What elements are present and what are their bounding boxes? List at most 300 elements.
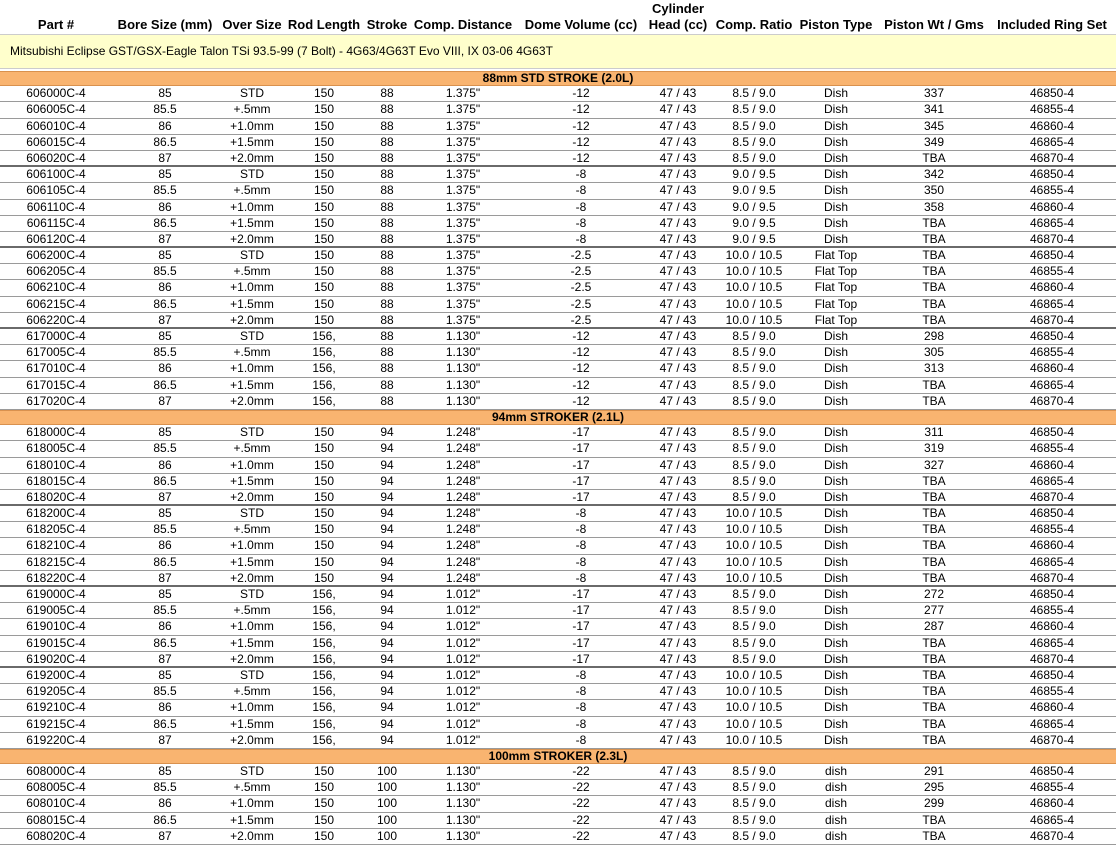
cell-bore-size: 87 — [158, 828, 172, 843]
cell-bore-size: 86 — [158, 700, 172, 715]
table-row — [0, 474, 1116, 490]
cell-bore-size: 86 — [158, 796, 172, 811]
cell-bore-size: 85.5 — [153, 102, 177, 117]
cell-piston-weight: 277 — [923, 603, 945, 618]
cell-comp-ratio: 8.5 / 9.0 — [732, 118, 776, 133]
table-row — [0, 216, 1116, 232]
table-row — [0, 264, 1116, 280]
cell-stroke: 94 — [380, 538, 394, 553]
cell-bore-size: 85 — [158, 86, 172, 101]
cell-comp-ratio: 10.0 / 10.5 — [725, 280, 783, 295]
cell-over-size: +.5mm — [233, 780, 271, 795]
cell-stroke: 100 — [376, 812, 398, 827]
cell-dome-volume: -8 — [575, 570, 587, 585]
cell-bore-size: 86 — [158, 538, 172, 553]
cell-piston-weight: TBA — [922, 312, 946, 327]
cell-rod-length: 150 — [313, 764, 335, 779]
cell-dome-volume: -22 — [572, 796, 590, 811]
header-cylinder-head-line1: Cylinder — [651, 1, 704, 16]
cell-stroke: 88 — [380, 248, 394, 263]
cell-stroke: 94 — [380, 425, 394, 440]
cell-comp-ratio: 8.5 / 9.0 — [732, 635, 776, 650]
cell-bore-size: 87 — [158, 651, 172, 666]
cell-stroke: 94 — [380, 700, 394, 715]
cell-ring-set: 46850-4 — [1029, 86, 1075, 101]
cell-ring-set: 46865-4 — [1029, 215, 1075, 230]
cell-comp-ratio: 8.5 / 9.0 — [732, 361, 776, 376]
cell-piston-type: Dish — [823, 361, 849, 376]
cell-over-size: +.5mm — [233, 522, 271, 537]
cell-stroke: 88 — [380, 215, 394, 230]
cell-comp-distance: 1.130" — [445, 796, 481, 811]
cell-piston-weight: TBA — [922, 700, 946, 715]
cell-comp-distance: 1.375" — [445, 102, 481, 117]
cell-stroke: 94 — [380, 441, 394, 456]
cell-over-size: STD — [240, 86, 264, 101]
cell-ring-set: 46855-4 — [1029, 684, 1075, 699]
cell-comp-ratio: 8.5 / 9.0 — [732, 86, 776, 101]
table-row — [0, 717, 1116, 733]
cell-rod-length: 150 — [313, 248, 335, 263]
cell-stroke: 94 — [380, 457, 394, 472]
table-row — [0, 441, 1116, 457]
cell-rod-length: 150 — [313, 215, 335, 230]
cell-part-number: 619005C-4 — [26, 603, 86, 618]
cell-piston-type: Dish — [823, 329, 849, 343]
cell-part-number: 606215C-4 — [26, 296, 86, 311]
cell-rod-length: 156, — [312, 603, 336, 618]
cell-piston-type: Dish — [823, 700, 849, 715]
cell-comp-distance: 1.375" — [445, 280, 481, 295]
cell-over-size: STD — [240, 167, 264, 182]
table-row — [0, 780, 1116, 796]
cell-bore-size: 87 — [158, 231, 172, 246]
cell-stroke: 94 — [380, 635, 394, 650]
header-cylinder-head-line2: Head (cc) — [648, 17, 708, 32]
cell-comp-distance: 1.375" — [445, 134, 481, 149]
cell-comp-distance: 1.375" — [445, 264, 481, 279]
table-row — [0, 329, 1116, 345]
table-row — [0, 490, 1116, 506]
cell-piston-type: Flat Top — [814, 248, 858, 263]
cell-stroke: 88 — [380, 199, 394, 214]
cell-stroke: 100 — [376, 780, 398, 795]
table-header — [0, 0, 1116, 34]
cell-comp-ratio: 10.0 / 10.5 — [725, 506, 783, 521]
cell-rod-length: 150 — [313, 457, 335, 472]
cell-ring-set: 46860-4 — [1029, 700, 1075, 715]
cell-bore-size: 85.5 — [153, 522, 177, 537]
cell-over-size: +1.5mm — [230, 812, 274, 827]
table-row — [0, 652, 1116, 668]
cell-cylinder-head: 47 / 43 — [659, 150, 697, 165]
cell-rod-length: 156, — [312, 361, 336, 376]
cell-cylinder-head: 47 / 43 — [659, 441, 697, 456]
cell-over-size: +.5mm — [233, 345, 271, 360]
section-header: 94mm STROKER (2.1L) — [0, 410, 1116, 425]
cell-rod-length: 156, — [312, 667, 336, 682]
cell-bore-size: 85.5 — [153, 441, 177, 456]
cell-part-number: 606000C-4 — [26, 86, 86, 101]
cell-rod-length: 150 — [313, 312, 335, 327]
cell-over-size: +2.0mm — [230, 651, 274, 666]
cell-bore-size: 86 — [158, 118, 172, 133]
cell-comp-distance: 1.012" — [445, 684, 481, 699]
cell-dome-volume: -8 — [575, 183, 587, 198]
cell-bore-size: 85.5 — [153, 780, 177, 795]
cell-stroke: 94 — [380, 506, 394, 521]
cell-comp-ratio: 10.0 / 10.5 — [725, 522, 783, 537]
cell-ring-set: 46870-4 — [1029, 393, 1075, 408]
cell-part-number: 618215C-4 — [26, 554, 86, 569]
cell-comp-distance: 1.130" — [445, 393, 481, 408]
cell-comp-ratio: 10.0 / 10.5 — [725, 570, 783, 585]
cell-bore-size: 86 — [158, 199, 172, 214]
header-comp-distance: Comp. Distance — [413, 17, 513, 32]
cell-dome-volume: -22 — [572, 828, 590, 843]
cell-comp-distance: 1.012" — [445, 587, 481, 601]
cell-piston-type: Dish — [823, 570, 849, 585]
cell-comp-ratio: 9.0 / 9.5 — [732, 199, 776, 214]
cell-ring-set: 46850-4 — [1029, 667, 1075, 682]
cell-dome-volume: -12 — [572, 361, 590, 376]
cell-comp-distance: 1.130" — [445, 780, 481, 795]
cell-part-number: 606005C-4 — [26, 102, 86, 117]
cell-piston-type: Dish — [823, 150, 849, 165]
cell-stroke: 94 — [380, 587, 394, 601]
cell-comp-distance: 1.375" — [445, 312, 481, 327]
cell-piston-type: Flat Top — [814, 296, 858, 311]
cell-rod-length: 150 — [313, 102, 335, 117]
cell-piston-type: Dish — [823, 199, 849, 214]
cell-comp-distance: 1.130" — [445, 361, 481, 376]
cell-over-size: +1.5mm — [230, 473, 274, 488]
cell-piston-weight: 341 — [923, 102, 945, 117]
cell-ring-set: 46855-4 — [1029, 264, 1075, 279]
cell-cylinder-head: 47 / 43 — [659, 522, 697, 537]
cell-over-size: +1.0mm — [230, 619, 274, 634]
cell-comp-ratio: 8.5 / 9.0 — [732, 473, 776, 488]
cell-dome-volume: -17 — [572, 457, 590, 472]
table-row — [0, 619, 1116, 635]
cell-piston-type: Dish — [823, 457, 849, 472]
cell-piston-weight: TBA — [922, 635, 946, 650]
cell-bore-size: 85 — [158, 764, 172, 779]
table-row — [0, 183, 1116, 199]
cell-piston-weight: TBA — [922, 732, 946, 747]
cell-stroke: 88 — [380, 167, 394, 182]
cell-dome-volume: -2.5 — [570, 296, 592, 311]
cell-comp-distance: 1.248" — [445, 489, 481, 504]
cell-dome-volume: -22 — [572, 764, 590, 779]
cell-rod-length: 156, — [312, 651, 336, 666]
cell-rod-length: 150 — [313, 199, 335, 214]
cell-comp-distance: 1.375" — [445, 248, 481, 263]
cell-over-size: +.5mm — [233, 264, 271, 279]
cell-piston-weight: 287 — [923, 619, 945, 634]
cell-ring-set: 46850-4 — [1029, 248, 1075, 263]
cell-bore-size: 85 — [158, 667, 172, 682]
cell-over-size: +1.0mm — [230, 361, 274, 376]
cell-cylinder-head: 47 / 43 — [659, 716, 697, 731]
cell-piston-type: Dish — [823, 425, 849, 440]
table-row — [0, 829, 1116, 845]
table-row — [0, 587, 1116, 603]
cell-piston-weight: 337 — [923, 86, 945, 101]
table-row — [0, 280, 1116, 296]
header-piston-type: Piston Type — [799, 17, 873, 32]
cell-piston-weight: TBA — [922, 248, 946, 263]
cell-part-number: 606220C-4 — [26, 312, 86, 327]
cell-ring-set: 46870-4 — [1029, 231, 1075, 246]
cell-rod-length: 150 — [313, 828, 335, 843]
cell-dome-volume: -17 — [572, 651, 590, 666]
cell-comp-ratio: 9.0 / 9.5 — [732, 183, 776, 198]
table-row — [0, 167, 1116, 183]
cell-piston-type: Dish — [823, 554, 849, 569]
cell-over-size: +1.0mm — [230, 280, 274, 295]
cell-piston-weight: TBA — [922, 522, 946, 537]
cell-ring-set: 46860-4 — [1029, 796, 1075, 811]
cell-rod-length: 156, — [312, 329, 336, 343]
cell-comp-distance: 1.012" — [445, 732, 481, 747]
cell-comp-ratio: 8.5 / 9.0 — [732, 102, 776, 117]
cell-ring-set: 46870-4 — [1029, 150, 1075, 165]
header-rod-length: Rod Length — [287, 17, 361, 32]
cell-stroke: 88 — [380, 183, 394, 198]
cell-piston-type: dish — [824, 764, 848, 779]
cell-part-number: 606100C-4 — [26, 167, 86, 182]
cell-part-number: 606015C-4 — [26, 134, 86, 149]
cell-rod-length: 150 — [313, 441, 335, 456]
cell-ring-set: 46855-4 — [1029, 183, 1075, 198]
cell-piston-weight: TBA — [922, 231, 946, 246]
cell-part-number: 617020C-4 — [26, 393, 86, 408]
cell-comp-ratio: 9.0 / 9.5 — [732, 215, 776, 230]
cell-rod-length: 150 — [313, 570, 335, 585]
cell-stroke: 94 — [380, 667, 394, 682]
cell-stroke: 94 — [380, 570, 394, 585]
cell-piston-type: Dish — [823, 506, 849, 521]
cell-comp-distance: 1.375" — [445, 150, 481, 165]
cell-over-size: +1.0mm — [230, 118, 274, 133]
cell-comp-distance: 1.248" — [445, 441, 481, 456]
cell-stroke: 88 — [380, 345, 394, 360]
cell-piston-type: Dish — [823, 215, 849, 230]
cell-part-number: 617010C-4 — [26, 361, 86, 376]
cell-over-size: +2.0mm — [230, 312, 274, 327]
cell-over-size: STD — [240, 667, 264, 682]
cell-rod-length: 150 — [313, 183, 335, 198]
cell-comp-distance: 1.375" — [445, 86, 481, 101]
cell-ring-set: 46850-4 — [1029, 167, 1075, 182]
table-row — [0, 684, 1116, 700]
cell-ring-set: 46865-4 — [1029, 635, 1075, 650]
cell-comp-ratio: 8.5 / 9.0 — [732, 603, 776, 618]
cell-ring-set: 46870-4 — [1029, 489, 1075, 504]
cell-comp-ratio: 10.0 / 10.5 — [725, 716, 783, 731]
cell-cylinder-head: 47 / 43 — [659, 684, 697, 699]
header-comp-ratio: Comp. Ratio — [715, 17, 793, 32]
cell-stroke: 88 — [380, 150, 394, 165]
cell-dome-volume: -2.5 — [570, 248, 592, 263]
cell-piston-type: Dish — [823, 603, 849, 618]
cell-ring-set: 46865-4 — [1029, 812, 1075, 827]
cell-bore-size: 85.5 — [153, 345, 177, 360]
table-row — [0, 603, 1116, 619]
cell-part-number: 608015C-4 — [26, 812, 86, 827]
cell-dome-volume: -12 — [572, 150, 590, 165]
cell-comp-distance: 1.375" — [445, 199, 481, 214]
table-row — [0, 458, 1116, 474]
cell-cylinder-head: 47 / 43 — [659, 215, 697, 230]
cell-dome-volume: -17 — [572, 635, 590, 650]
cell-over-size: +.5mm — [233, 441, 271, 456]
cell-ring-set: 46860-4 — [1029, 280, 1075, 295]
cell-cylinder-head: 47 / 43 — [659, 377, 697, 392]
cell-ring-set: 46850-4 — [1029, 329, 1075, 343]
cell-dome-volume: -2.5 — [570, 264, 592, 279]
cell-over-size: STD — [240, 764, 264, 779]
cell-over-size: +1.5mm — [230, 554, 274, 569]
cell-piston-weight: TBA — [922, 828, 946, 843]
cell-comp-ratio: 8.5 / 9.0 — [732, 828, 776, 843]
cell-comp-distance: 1.375" — [445, 183, 481, 198]
cell-ring-set: 46870-4 — [1029, 651, 1075, 666]
cell-comp-ratio: 8.5 / 9.0 — [732, 329, 776, 343]
cell-comp-ratio: 8.5 / 9.0 — [732, 134, 776, 149]
cell-piston-type: dish — [824, 828, 848, 843]
cell-dome-volume: -12 — [572, 329, 590, 343]
cell-stroke: 94 — [380, 651, 394, 666]
cell-ring-set: 46865-4 — [1029, 134, 1075, 149]
cell-rod-length: 150 — [313, 473, 335, 488]
cell-rod-length: 156, — [312, 345, 336, 360]
cell-part-number: 618015C-4 — [26, 473, 86, 488]
cell-stroke: 88 — [380, 134, 394, 149]
cell-bore-size: 85.5 — [153, 603, 177, 618]
cell-rod-length: 150 — [313, 522, 335, 537]
cell-piston-weight: 295 — [923, 780, 945, 795]
cell-bore-size: 85 — [158, 506, 172, 521]
cell-over-size: +2.0mm — [230, 150, 274, 165]
cell-piston-type: Dish — [823, 86, 849, 101]
cell-piston-weight: TBA — [922, 506, 946, 521]
cell-comp-distance: 1.375" — [445, 296, 481, 311]
cell-ring-set: 46855-4 — [1029, 603, 1075, 618]
cell-bore-size: 86.5 — [153, 377, 177, 392]
cell-bore-size: 85.5 — [153, 183, 177, 198]
cell-dome-volume: -17 — [572, 473, 590, 488]
cell-comp-distance: 1.012" — [445, 716, 481, 731]
cell-dome-volume: -8 — [575, 684, 587, 699]
cell-piston-weight: TBA — [922, 667, 946, 682]
cell-comp-ratio: 8.5 / 9.0 — [732, 489, 776, 504]
cell-stroke: 88 — [380, 231, 394, 246]
cell-stroke: 94 — [380, 716, 394, 731]
cell-dome-volume: -8 — [575, 700, 587, 715]
cell-piston-weight: TBA — [922, 150, 946, 165]
cell-cylinder-head: 47 / 43 — [659, 473, 697, 488]
cell-dome-volume: -8 — [575, 538, 587, 553]
cell-bore-size: 86.5 — [153, 812, 177, 827]
cell-bore-size: 86.5 — [153, 716, 177, 731]
table-row — [0, 248, 1116, 264]
table-row — [0, 538, 1116, 554]
cell-ring-set: 46865-4 — [1029, 554, 1075, 569]
table-row — [0, 86, 1116, 102]
cell-rod-length: 150 — [313, 150, 335, 165]
cell-piston-type: Dish — [823, 489, 849, 504]
cell-bore-size: 85.5 — [153, 684, 177, 699]
cell-cylinder-head: 47 / 43 — [659, 489, 697, 504]
header-piston-weight: Piston Wt / Gms — [884, 17, 984, 32]
cell-comp-distance: 1.130" — [445, 764, 481, 779]
cell-rod-length: 156, — [312, 700, 336, 715]
cell-ring-set: 46860-4 — [1029, 199, 1075, 214]
cell-piston-weight: 299 — [923, 796, 945, 811]
table-row — [0, 378, 1116, 394]
cell-ring-set: 46855-4 — [1029, 102, 1075, 117]
cell-cylinder-head: 47 / 43 — [659, 812, 697, 827]
cell-comp-ratio: 10.0 / 10.5 — [725, 732, 783, 747]
cell-stroke: 88 — [380, 312, 394, 327]
cell-stroke: 94 — [380, 684, 394, 699]
table-row — [0, 200, 1116, 216]
cell-comp-ratio: 8.5 / 9.0 — [732, 425, 776, 440]
cell-piston-type: Dish — [823, 393, 849, 408]
cell-piston-type: Dish — [823, 667, 849, 682]
cell-dome-volume: -2.5 — [570, 280, 592, 295]
cell-dome-volume: -17 — [572, 603, 590, 618]
cell-comp-distance: 1.248" — [445, 506, 481, 521]
cell-part-number: 608020C-4 — [26, 828, 86, 843]
cell-over-size: +2.0mm — [230, 231, 274, 246]
cell-piston-type: Dish — [823, 134, 849, 149]
cell-stroke: 88 — [380, 118, 394, 133]
cell-ring-set: 46860-4 — [1029, 457, 1075, 472]
cell-part-number: 619000C-4 — [26, 587, 86, 601]
cell-part-number: 618220C-4 — [26, 570, 86, 585]
cell-comp-ratio: 8.5 / 9.0 — [732, 651, 776, 666]
cell-stroke: 88 — [380, 361, 394, 376]
cell-ring-set: 46860-4 — [1029, 118, 1075, 133]
cell-bore-size: 86.5 — [153, 635, 177, 650]
table-row — [0, 700, 1116, 716]
cell-over-size: STD — [240, 329, 264, 343]
table-row — [0, 636, 1116, 652]
cell-bore-size: 85 — [158, 248, 172, 263]
table-row — [0, 394, 1116, 410]
cell-cylinder-head: 47 / 43 — [659, 118, 697, 133]
cell-comp-ratio: 8.5 / 9.0 — [732, 619, 776, 634]
cell-over-size: +2.0mm — [230, 732, 274, 747]
cell-bore-size: 86.5 — [153, 134, 177, 149]
cell-part-number: 606010C-4 — [26, 118, 86, 133]
cell-cylinder-head: 47 / 43 — [659, 570, 697, 585]
cell-over-size: +2.0mm — [230, 489, 274, 504]
cell-comp-ratio: 8.5 / 9.0 — [732, 796, 776, 811]
header-ring-set: Included Ring Set — [997, 17, 1107, 32]
cell-bore-size: 86 — [158, 457, 172, 472]
cell-comp-ratio: 8.5 / 9.0 — [732, 345, 776, 360]
cell-comp-distance: 1.012" — [445, 667, 481, 682]
table-row — [0, 571, 1116, 587]
cell-rod-length: 150 — [313, 231, 335, 246]
cell-comp-ratio: 8.5 / 9.0 — [732, 764, 776, 779]
cell-piston-weight: TBA — [922, 684, 946, 699]
cell-piston-weight: 291 — [923, 764, 945, 779]
